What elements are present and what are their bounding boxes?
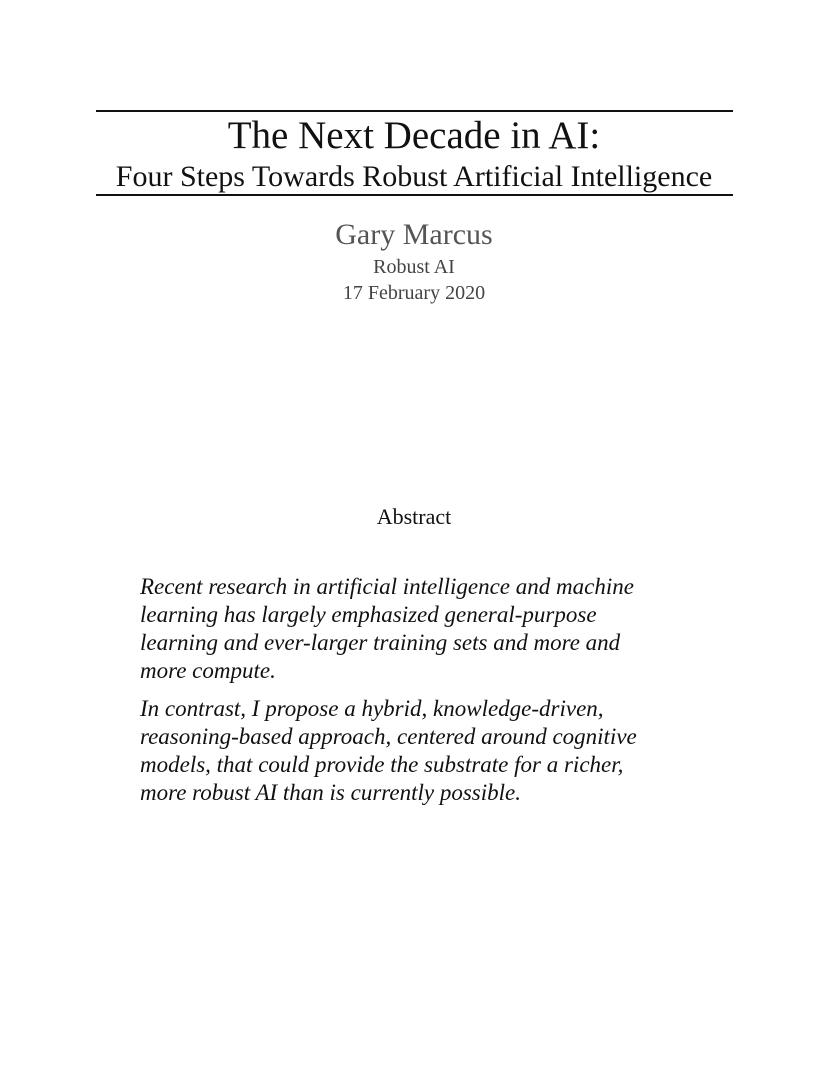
abstract-line: Recent research in artificial intelligence and machine (140, 574, 634, 599)
abstract-line: more compute. (140, 658, 276, 683)
abstract-paragraph-2 (140, 695, 700, 807)
publication-date: 17 February 2020 (342, 282, 486, 304)
title-rule-top (96, 110, 733, 112)
paper-subtitle: Four Steps Towards Robust Artificial Intelligence (115, 160, 713, 193)
abstract-line: learning has largely emphasized general-purpose (140, 602, 597, 627)
paper-title: The Next Decade in AI: (227, 114, 601, 157)
abstract-line: more robust AI than is currently possible. (140, 780, 521, 805)
abstract-line: learning and ever-larger training sets and more and (140, 630, 621, 655)
author-affiliation: Robust AI (373, 256, 455, 278)
abstract-heading: Abstract (376, 504, 452, 529)
title-rule-bottom (96, 194, 733, 196)
author-name: Gary Marcus (335, 218, 493, 251)
abstract-line: models, that could provide the substrate for a richer, (140, 752, 624, 777)
abstract-paragraph-1 (140, 573, 700, 685)
abstract-line: reasoning-based approach, centered around cognitive (140, 724, 637, 749)
abstract-line: In contrast, I propose a hybrid, knowledge-driven, (140, 696, 604, 721)
